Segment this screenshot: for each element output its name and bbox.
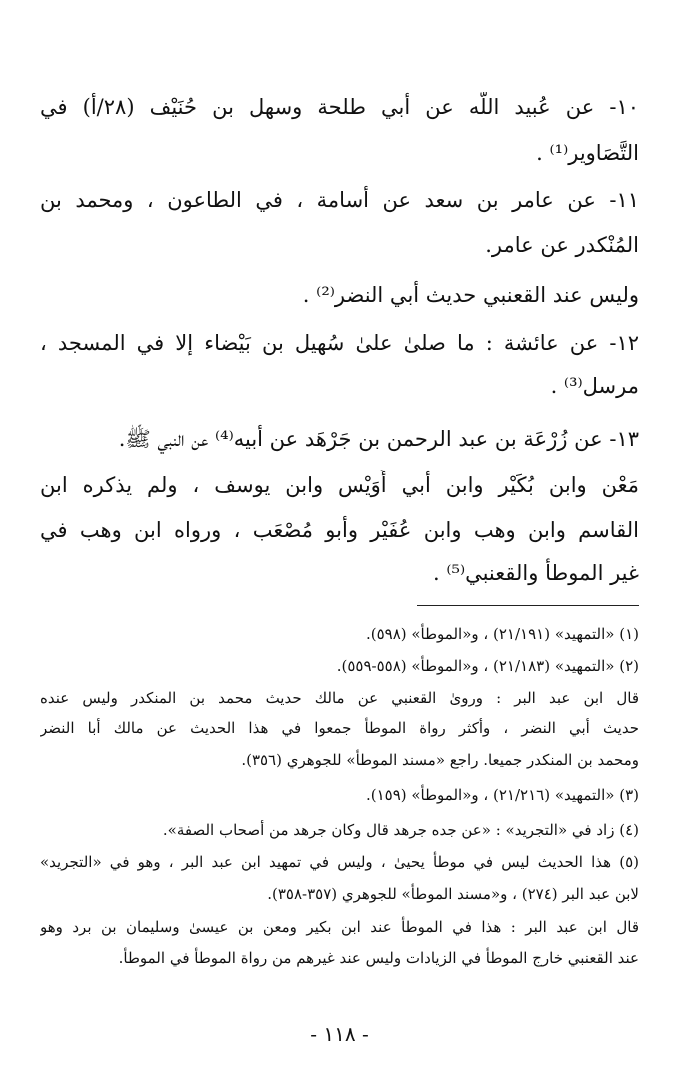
body-line-10: القاسم وابن وهب وابن عُفَيْر وأبو مُصْعَب ، ورواه ابن وهب في [40, 518, 639, 542]
body-line-7: مرسل⁽³⁾ . [550, 374, 639, 398]
body-line-8: ١٣- عن زُرْعَة بن عبد الرحمن بن جَرْهَد عن أبيه⁽⁴⁾ عن النبي ﷺ. [118, 427, 639, 451]
footnote-5-note-2: عند القعنبي خارج الموطأ في الزيادات وليس عند غيرهم من رواة الموطأ في الموطأ. [118, 949, 639, 967]
body-line-3: ١١- عن عامر بن سعد عن أسامة ، في الطاعون ، ومحمد بن [40, 188, 639, 212]
footnote-separator [417, 605, 639, 606]
footnote-2: (٢) «التمهيد» (٢١/١٨٣) ، و«الموطأ» (٥٥٨-٥٥٩). [336, 657, 639, 675]
footnote-2-note-1: قال ابن عبد البر : ورویٰ القعنبي عن مالك حديث محمد بن المنكدر وليس عنده [40, 689, 639, 707]
footnote-1: (١) «التمهيد» (٢١/١٩١) ، و«الموطأ» (٥٩٨). [365, 625, 639, 643]
footnote-2-note-3: ومحمد بن المنكدر جميعا. راجع «مسند الموطأ» للجوهري (٣٥٦). [241, 751, 639, 769]
body-line-9: مَعْن وابن بُكَيْر وابن أبي أُوَيْس وابن يوسف ، ولم يذكره ابن [40, 473, 639, 497]
footnote-4: (٤) زاد في «التجريد» : «عن جده جرهد قال وكان جرهد من أصحاب الصفة». [162, 821, 639, 839]
body-line-1: ١٠- عن عُبيد اللّه عن أبي طلحة وسهل بن حُنَيْف (٢٨/أ) في [40, 95, 639, 119]
body-line-2: التَّصَاوير⁽¹⁾ . [536, 141, 639, 165]
body-line-6: ١٢- عن عائشة : ما صلىٰ علىٰ سُهيل بن بَيْضاء إلا في المسجد ، [40, 331, 639, 355]
body-line-11: غير الموطأ والقعنبي⁽⁵⁾ . [433, 561, 639, 585]
footnote-3: (٣) «التمهيد» (٢١/٢١٦) ، و«الموطأ» (١٥٩). [365, 786, 639, 804]
page-number: - ١١٨ - [310, 1022, 369, 1046]
footnote-5-cont: لابن عبد البر (٢٧٤) ، و«مسند الموطأ» للجوهري (٣٥٧-٣٥٨). [267, 885, 639, 903]
body-line-5: وليس عند القعنبي حديث أبي النضر⁽²⁾ . [302, 283, 639, 307]
footnote-5: (٥) هذا الحديث ليس في موطأ يحيىٰ ، وليس في تمهيد ابن عبد البر ، وهو في «التجريد» [40, 853, 639, 871]
footnote-5-note-1: قال ابن عبد البر : هذا في الموطأ عند ابن بكير ومعن بن عيسىٰ وسليمان بن برد وهو [40, 918, 639, 936]
body-line-4: المُنْكدر عن عامر. [485, 233, 639, 257]
footnote-2-note-2: حديث أبي النضر ، وأكثر رواة الموطأ جمعوا في هذا الحديث عن مالك أبا النضر [40, 719, 639, 737]
